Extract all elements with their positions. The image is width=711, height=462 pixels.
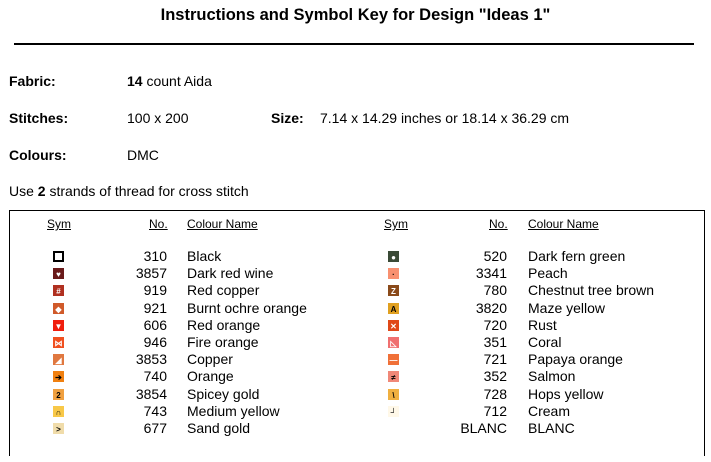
right-symbol-corner-icon: ┘ xyxy=(388,406,399,417)
left-colour-number: 606 xyxy=(143,316,167,333)
right-colour-number: 3341 xyxy=(475,265,507,282)
right-symbol-blank-icon xyxy=(388,423,399,434)
left-symbol-bowtie-icon: ⋈ xyxy=(54,339,63,348)
right-colour-number: 712 xyxy=(483,402,507,419)
left-colour-name: Copper xyxy=(187,351,233,368)
left-symbol-half-triangle-icon: ◢ xyxy=(53,354,64,365)
left-header-sym: Sym xyxy=(47,217,71,231)
right-colour-number: 351 xyxy=(483,334,507,350)
left-colour-number: 921 xyxy=(143,299,167,316)
left-colour-name: Burnt ochre orange xyxy=(187,299,307,316)
left-colour-name: Red copper xyxy=(187,282,260,299)
right-colour-number: 720 xyxy=(483,316,507,333)
right-colour-number: 780 xyxy=(483,282,507,299)
left-colour-number: 919 xyxy=(143,282,167,299)
right-colour-number: 728 xyxy=(483,385,507,402)
right-colour-name: Cream xyxy=(528,402,571,419)
right-colour-name: Maze yellow xyxy=(528,299,606,316)
strands-prefix: Use xyxy=(9,183,38,199)
left-colour-number: 946 xyxy=(143,334,167,350)
left-symbol-triangle-down-icon: ▼ xyxy=(54,321,63,331)
right-colour-number: 352 xyxy=(483,368,507,385)
left-symbol-hash-icon: # xyxy=(53,285,64,296)
right-symbol-triangle-ruler-icon: ◺ xyxy=(388,337,399,348)
strands-suffix: strands of thread for cross stitch xyxy=(45,183,249,199)
right-colour-name: Peach xyxy=(528,265,568,282)
left-colour-number: 743 xyxy=(143,402,167,419)
left-colour-name: Orange xyxy=(187,368,234,385)
left-colour-name: Medium yellow xyxy=(187,402,280,419)
colours-value: DMC xyxy=(127,147,159,163)
right-symbol-dash-icon: — xyxy=(389,356,398,366)
right-symbol-dot-icon: · xyxy=(388,268,399,279)
fabric-count: 14 xyxy=(127,73,143,89)
right-symbol-cross-icon: ✕ xyxy=(388,320,399,331)
right-header-colour-name: Colour Name xyxy=(528,217,599,231)
left-colour-name: Sand gold xyxy=(187,420,251,436)
stitches-value: 100 x 200 xyxy=(127,110,189,126)
right-symbol-letter-a-icon: A xyxy=(388,303,399,314)
right-colour-name: Salmon xyxy=(528,368,576,385)
strands-instruction xyxy=(9,183,249,199)
right-colour-name: BLANC xyxy=(528,420,575,436)
colours-label: Colours: xyxy=(9,147,67,163)
right-colour-name: Dark fern green xyxy=(528,248,626,264)
right-colour-number: BLANC xyxy=(460,420,507,436)
left-symbol-arch-icon: ∩ xyxy=(53,406,64,417)
right-colour-number: 3820 xyxy=(475,299,507,316)
right-symbol-backslash-icon: \ xyxy=(388,389,399,400)
strands-count: 2 xyxy=(37,183,46,199)
left-header-colour-name: Colour Name xyxy=(187,217,258,231)
left-symbol-diamond-icon: ◆ xyxy=(53,303,64,314)
left-colour-number: 3854 xyxy=(135,385,167,402)
left-colour-name: Fire orange xyxy=(187,334,259,350)
right-colour-name: Hops yellow xyxy=(528,385,604,402)
right-symbol-circle-icon: ● xyxy=(388,251,399,262)
fabric-value xyxy=(127,73,212,89)
right-colour-name: Papaya orange xyxy=(528,351,623,368)
left-colour-number: 3857 xyxy=(135,265,167,282)
right-header-sym: Sym xyxy=(384,217,408,231)
left-colour-number: 3853 xyxy=(135,351,167,368)
right-colour-name: Chestnut tree brown xyxy=(528,282,655,299)
right-colour-number: 721 xyxy=(483,351,507,368)
right-colour-number: 520 xyxy=(483,248,507,264)
size-label: Size: xyxy=(271,110,304,126)
left-symbol-greater-than-icon: > xyxy=(53,423,64,434)
left-symbol-heart-icon: ♥ xyxy=(53,268,64,279)
right-colour-name: Rust xyxy=(528,316,557,333)
left-symbol-arrow-right-icon: ➔ xyxy=(53,371,64,382)
left-colour-number: 740 xyxy=(143,368,167,385)
right-symbol-slashes-icon: ≠ xyxy=(388,371,399,382)
left-symbol-digit-two-icon: 2 xyxy=(53,389,64,400)
stitches-label: Stitches: xyxy=(9,110,69,126)
fabric-type: count Aida xyxy=(142,73,212,89)
left-header-no: No. xyxy=(149,217,168,231)
left-colour-name: Red orange xyxy=(187,316,261,333)
size-value: 7.14 x 14.29 inches or 18.14 x 36.29 cm xyxy=(320,110,570,126)
right-symbol-letter-z-icon: Z xyxy=(388,285,399,296)
left-colour-name: Black xyxy=(187,248,222,264)
title-divider xyxy=(14,43,694,45)
left-symbol-square-outline-icon xyxy=(53,251,64,262)
right-header-no: No. xyxy=(489,217,508,231)
left-colour-name: Spicey gold xyxy=(187,385,260,402)
left-colour-number: 677 xyxy=(143,420,167,436)
left-colour-number: 310 xyxy=(143,248,167,264)
fabric-label: Fabric: xyxy=(9,73,56,89)
left-colour-name: Dark red wine xyxy=(187,265,274,282)
right-colour-name: Coral xyxy=(528,334,562,350)
document-title: Instructions and Symbol Key for Design "Ideas 1" xyxy=(160,6,551,24)
